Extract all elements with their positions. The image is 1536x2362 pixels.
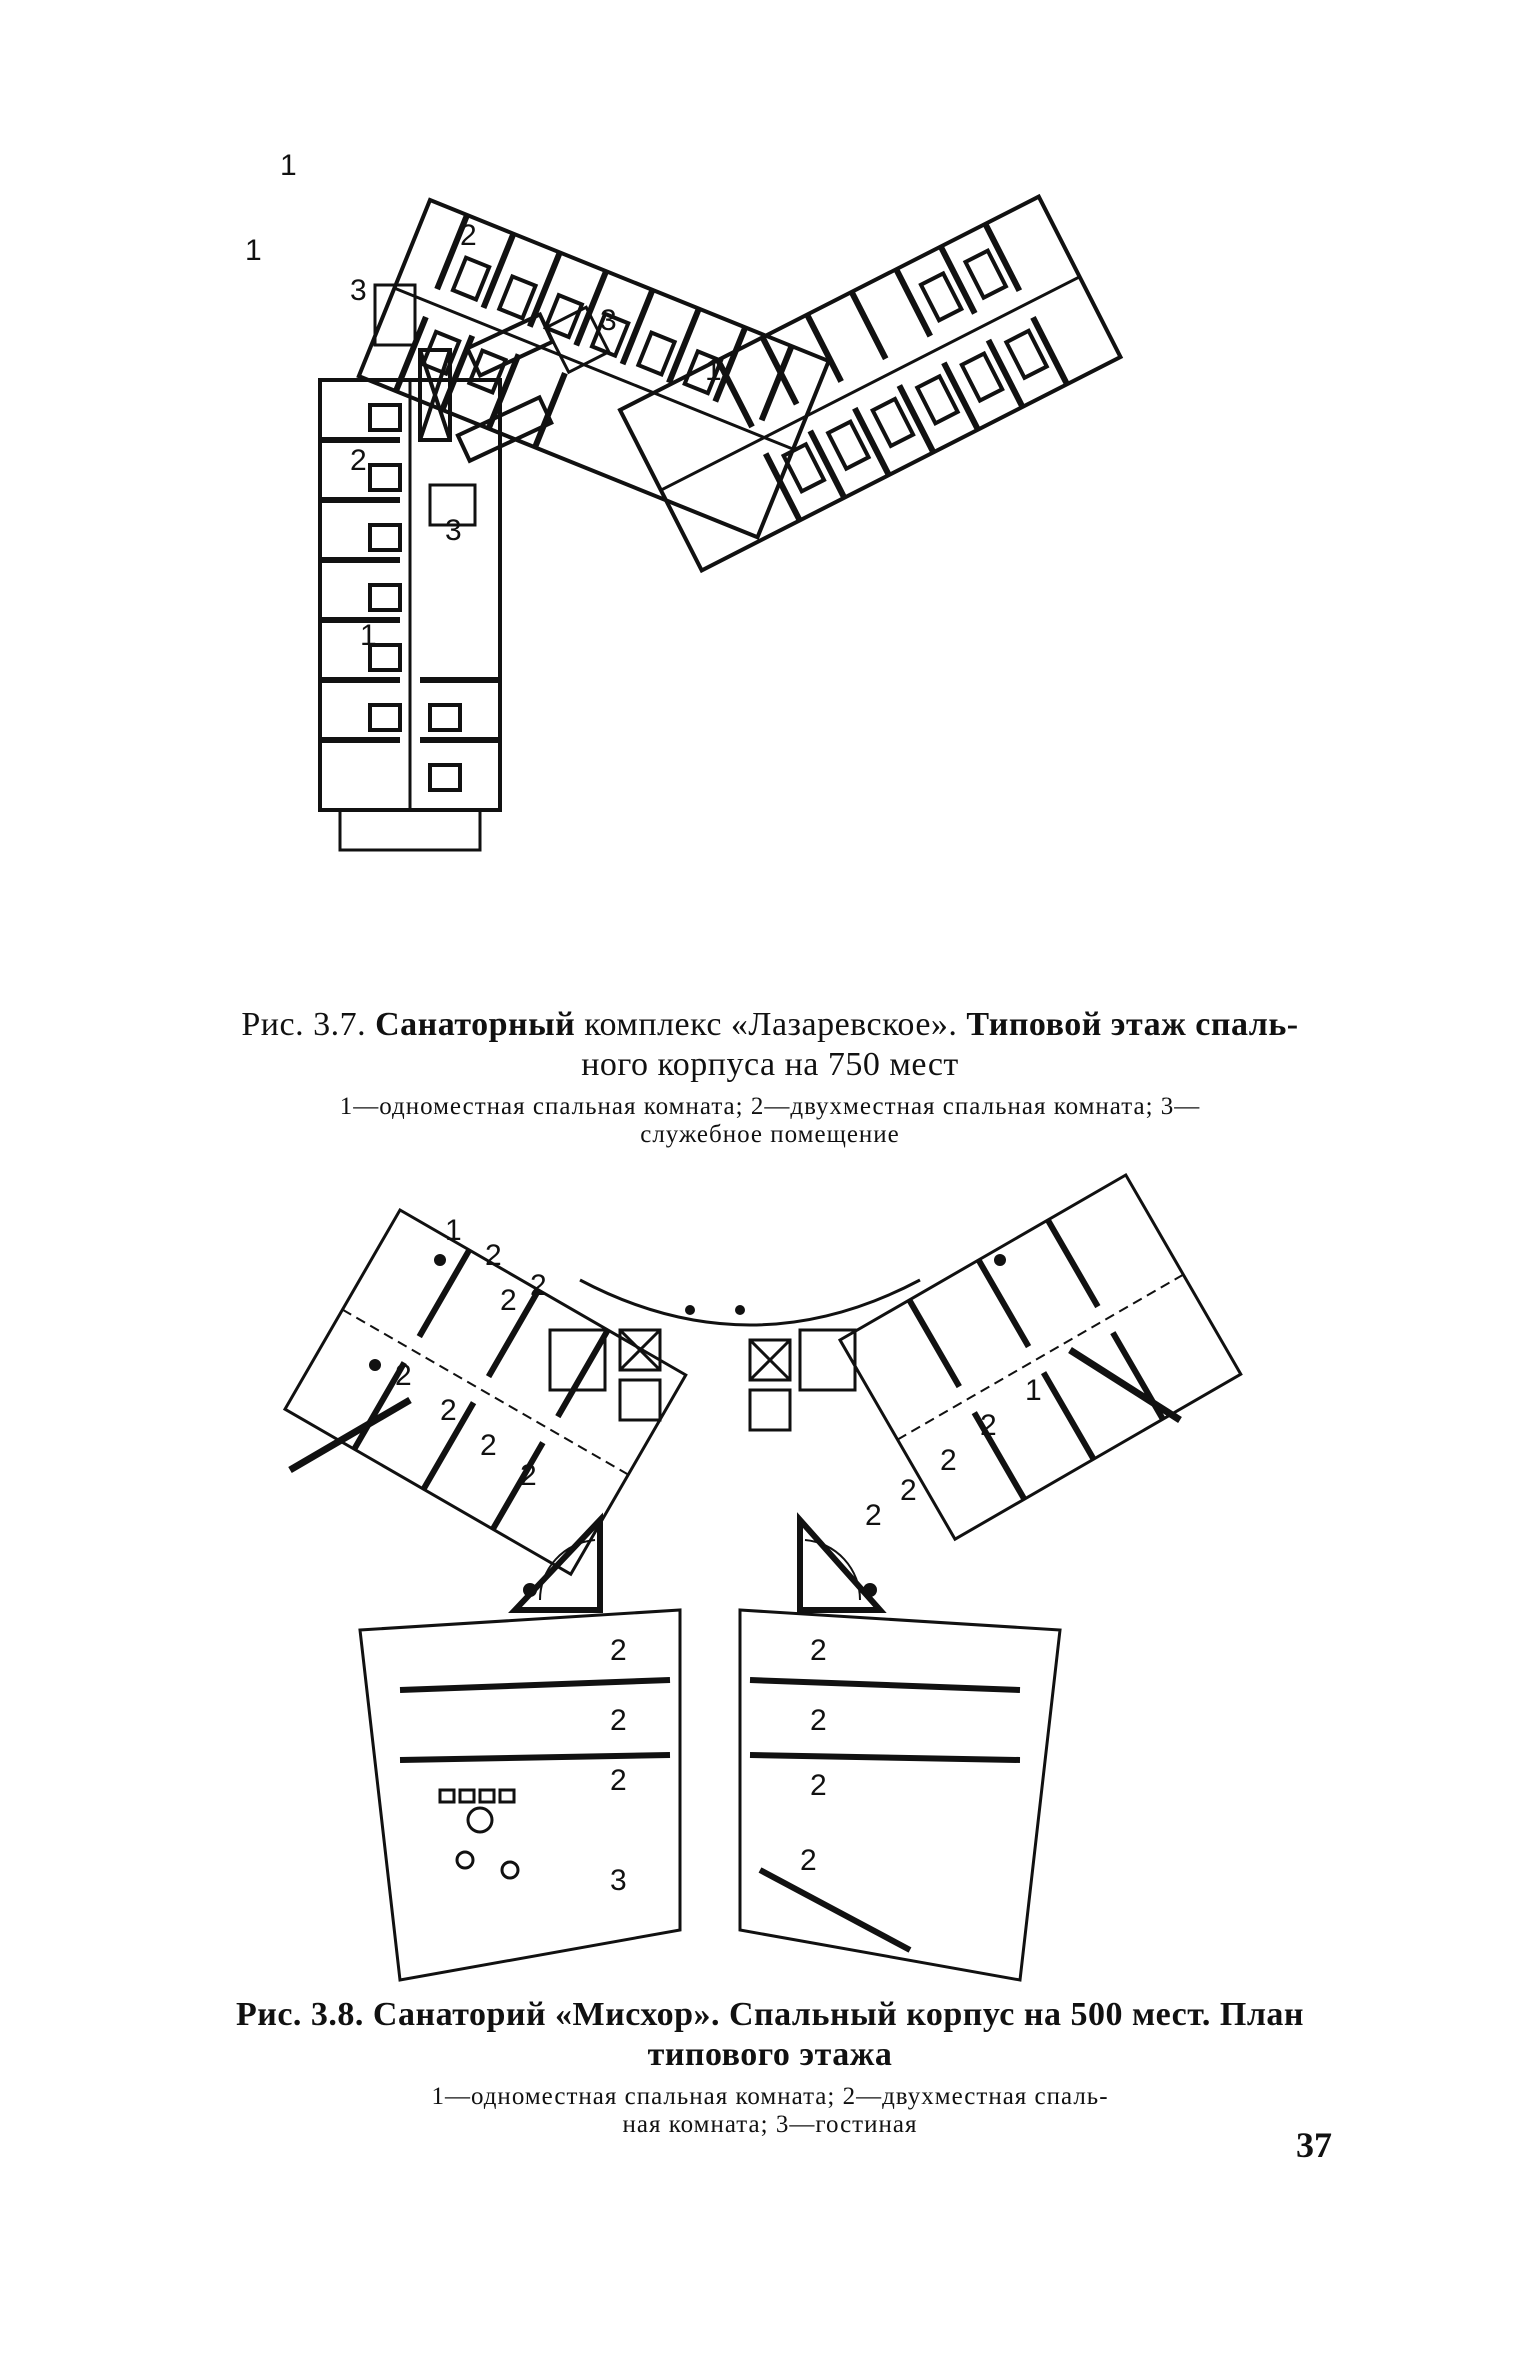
legend-line-2: ная комната; 3—гостиная bbox=[622, 2111, 918, 2138]
legend-line-1: 1—одноместная спальная комната; 2—двухместная спальная комната; 3— bbox=[339, 1093, 1201, 1120]
caption-line-2: типового этажа bbox=[647, 2036, 893, 2073]
room-label: 2 bbox=[810, 1634, 827, 1667]
room-label: 2 bbox=[610, 1704, 627, 1737]
legend-line-1: 1—одноместная спальная комната; 2—двухместная спаль- bbox=[431, 2083, 1109, 2110]
room-label: 2 bbox=[500, 1284, 517, 1317]
room-label: 2 bbox=[530, 1269, 547, 1302]
room-label: 1 bbox=[245, 234, 262, 267]
figure-3-8-caption bbox=[150, 1995, 1390, 2139]
figure-3-7-floor-plan bbox=[245, 149, 1180, 1010]
room-label: 2 bbox=[865, 1499, 882, 1532]
room-label: 1 bbox=[360, 619, 377, 652]
room-label: 2 bbox=[810, 1769, 827, 1802]
caption-bold: Санаторный bbox=[375, 1006, 576, 1043]
room-label: 1 bbox=[280, 149, 297, 182]
figure-3-7-caption bbox=[150, 1005, 1390, 1149]
legend-line-2: служебное помещение bbox=[640, 1121, 900, 1148]
room-label: 2 bbox=[610, 1764, 627, 1797]
room-label: 2 bbox=[800, 1844, 817, 1877]
caption-legend bbox=[150, 1093, 1390, 1149]
floor-plan-mishor-drawing bbox=[280, 1170, 1220, 1980]
room-label: 3 bbox=[610, 1864, 627, 1897]
room-label: 2 bbox=[460, 219, 477, 252]
room-label: 3 bbox=[600, 304, 617, 337]
figure-3-8-floor-plan bbox=[280, 1170, 1220, 1980]
room-label: 2 bbox=[350, 444, 367, 477]
room-label: 1 bbox=[1025, 1374, 1042, 1407]
floor-plan-lazarevskoe-drawing bbox=[245, 149, 1180, 1010]
room-label: 2 bbox=[980, 1409, 997, 1442]
caption-text: комплекс «Лазаревское». bbox=[584, 1006, 958, 1043]
room-label: 2 bbox=[610, 1634, 627, 1667]
caption-title bbox=[150, 1005, 1390, 1085]
caption-prefix: Рис. 3.7. bbox=[241, 1006, 367, 1043]
room-label: 1 bbox=[445, 1214, 462, 1247]
room-label: 3 bbox=[445, 514, 462, 547]
caption-bold-2: Типовой этаж спаль- bbox=[966, 1006, 1299, 1043]
room-label: 2 bbox=[810, 1704, 827, 1737]
caption-line-2: ного корпуса на 750 мест bbox=[581, 1046, 959, 1083]
room-label: 2 bbox=[395, 1359, 412, 1392]
caption-line-1: Рис. 3.8. Санаторий «Мисхор». Спальный корпус на 500 мест. План bbox=[235, 1996, 1304, 2033]
caption-title bbox=[150, 1995, 1390, 2075]
room-label: 2 bbox=[520, 1459, 537, 1492]
room-label: 2 bbox=[440, 1394, 457, 1427]
room-label: 2 bbox=[940, 1444, 957, 1477]
page-number: 37 bbox=[1296, 2125, 1332, 2165]
room-label: 2 bbox=[485, 1239, 502, 1272]
caption-legend bbox=[150, 2083, 1390, 2139]
room-label: 1 bbox=[705, 354, 722, 387]
room-label: 2 bbox=[900, 1474, 917, 1507]
room-label: 2 bbox=[480, 1429, 497, 1462]
room-label: 3 bbox=[350, 274, 367, 307]
